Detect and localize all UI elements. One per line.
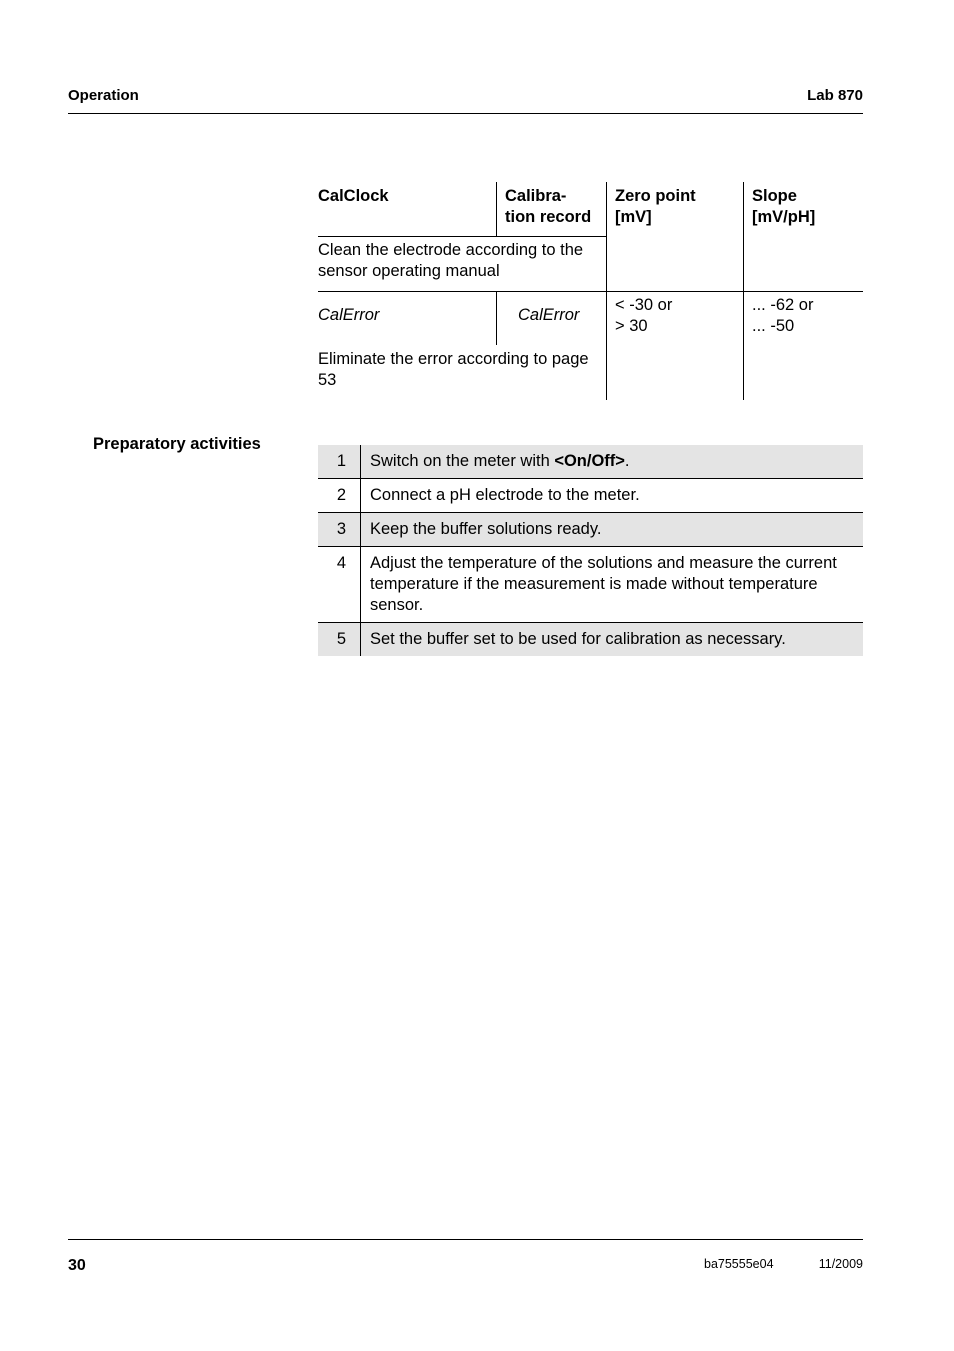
calclock-calerror: CalError [318,306,380,324]
preparatory-steps-table [318,445,863,656]
col-header-zero-point: Zero point [mV] [615,187,696,226]
document-date: 11/2009 [818,1257,863,1271]
zero-point-range: < -30 or > 30 [615,296,673,335]
clean-electrode-note: Clean the electrode according to the sensor operating manual [318,241,584,280]
step-text: Switch on the meter with <On/Off>. [370,452,630,470]
preparatory-activities-title: Preparatory activities [93,435,261,453]
col-header-slope: Slope [mV/pH] [752,187,816,226]
step-row [318,513,863,547]
col-divider [496,182,497,236]
step-number: 3 [318,513,361,546]
step-row [318,479,863,513]
page-number: 30 [68,1257,86,1274]
eliminate-error-note: Eliminate the error according to page 53 [318,350,589,389]
step-row [318,445,863,479]
step-number: 1 [318,445,361,478]
document-code: ba75555e04 [704,1257,774,1271]
step-row [318,547,863,623]
footer-rule [68,1239,863,1240]
row-divider [318,236,606,237]
record-calerror: CalError [518,306,580,324]
step-text: Keep the buffer solutions ready. [370,520,602,538]
step-number: 5 [318,623,361,656]
header-product: Lab 870 [807,87,863,104]
step-text: Adjust the temperature of the solutions and measure the current temperature if the measurement is made without temperature sensor. [370,554,837,614]
slope-range: ... -62 or ... -50 [752,296,814,335]
row-divider [318,291,863,292]
header-section: Operation [68,87,139,104]
step-text: Set the buffer set to be used for calibration as necessary. [370,630,786,648]
step-number: 2 [318,479,361,512]
step-row [318,623,863,656]
header-rule [68,113,863,114]
calibration-table [318,182,863,400]
col-header-calclock: CalClock [318,187,389,205]
on-off-key: <On/Off> [554,452,625,470]
col-header-calibration-record: Calibra- tion record [505,187,592,226]
col-divider [496,291,497,345]
step-text: Connect a pH electrode to the meter. [370,486,640,504]
step-number: 4 [318,547,361,622]
